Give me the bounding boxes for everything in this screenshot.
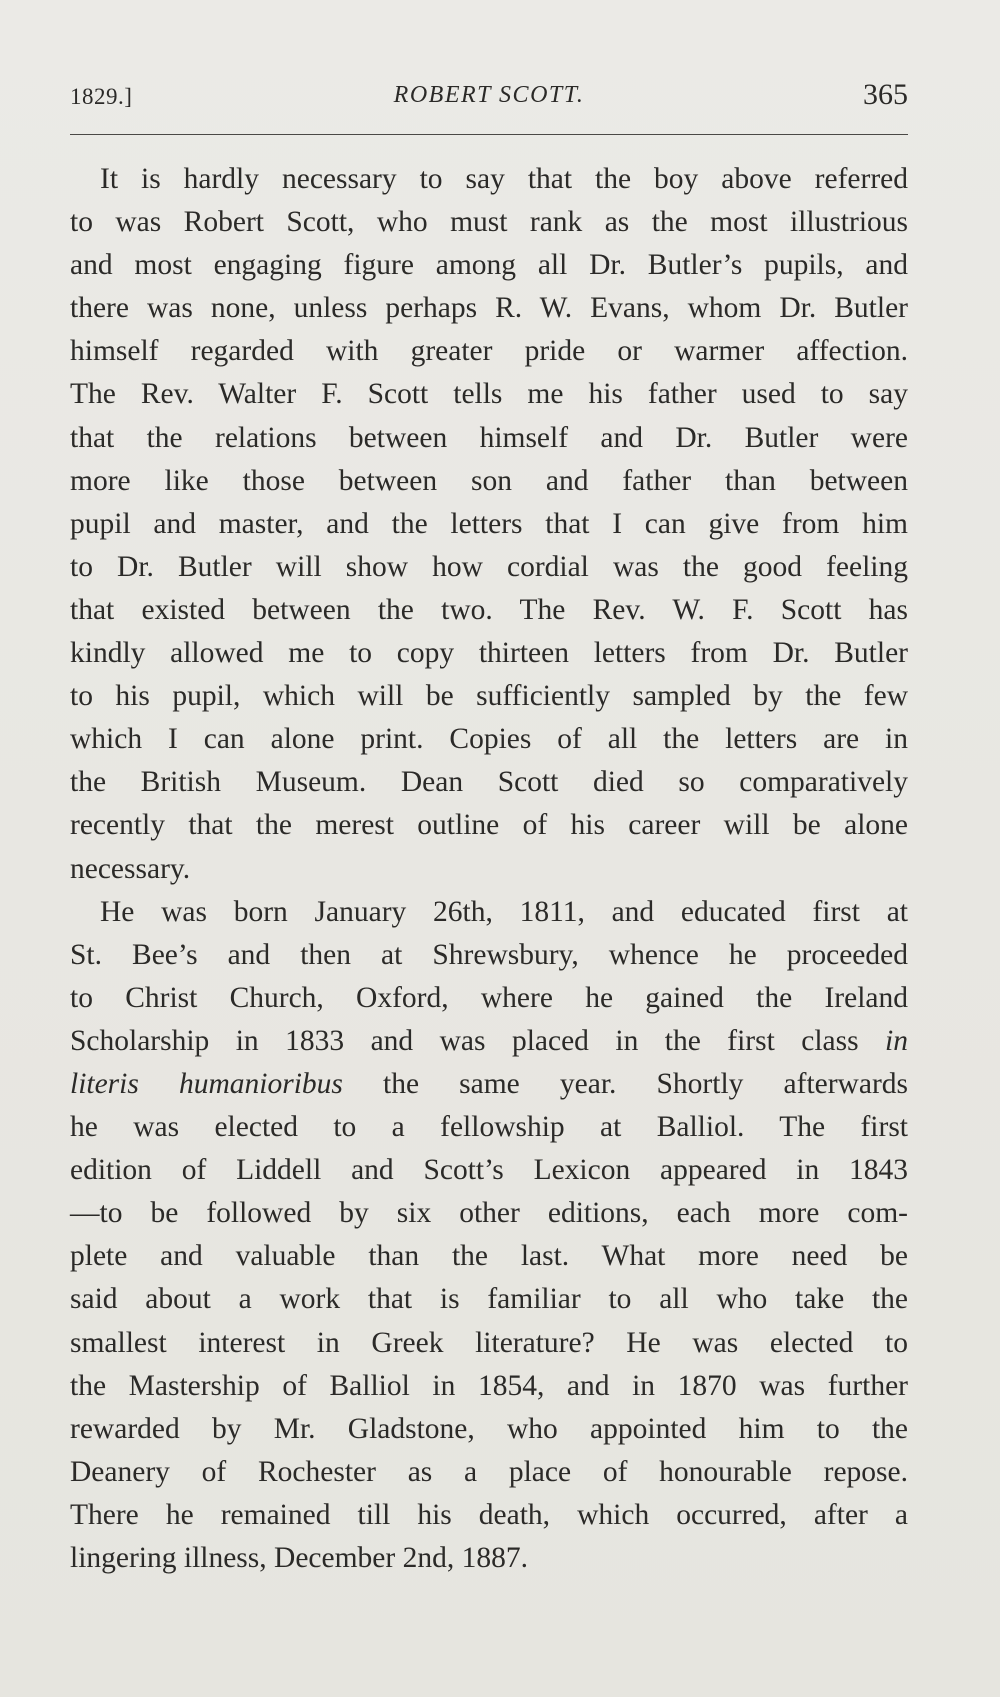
paragraph-1-line: kindly allowed me to copy thirteen letters from Dr. Butler bbox=[70, 637, 908, 670]
body-text bbox=[70, 158, 908, 1580]
paragraph-2-line: lingering illness, December 2nd, 1887. bbox=[70, 1542, 528, 1574]
paragraph-1-line: and most engaging figure among all Dr. Butler’s pupils, and bbox=[70, 249, 908, 282]
paragraph-1-line: the British Museum. Dean Scott died so comparatively bbox=[70, 766, 908, 799]
paragraph-2-line: He was born January 26th, 1811, and educated first at bbox=[100, 895, 908, 928]
paragraph-1-line: to Dr. Butler will show how cordial was the good feeling bbox=[70, 550, 908, 583]
paragraph-2-line: —to be followed by six other editions, each more com- bbox=[70, 1197, 908, 1230]
italic-phrase: literis humanioribus bbox=[70, 1067, 343, 1100]
paragraph-2-line bbox=[70, 1020, 908, 1063]
paragraph-1-line: necessary. bbox=[70, 852, 191, 885]
running-head-date: 1829.] bbox=[70, 84, 133, 109]
paragraph-2-line: smallest interest in Greek literature? He was elected to bbox=[70, 1326, 908, 1359]
page-number: 365 bbox=[863, 78, 908, 111]
running-head bbox=[70, 78, 908, 118]
paragraph-2-line: St. Bee’s and then at Shrewsbury, whence he proceeded bbox=[70, 938, 908, 971]
paragraph-1-line: It is hardly necessary to say that the boy above referred bbox=[100, 163, 908, 195]
paragraph-1-line: The Rev. Walter F. Scott tells me his father used to say bbox=[70, 378, 908, 411]
paragraph-1-line: which I can alone print. Copies of all the letters are in bbox=[70, 723, 908, 756]
paragraph-1-line: that existed between the two. The Rev. W. F. Scott has bbox=[70, 593, 908, 626]
italic-phrase: in bbox=[885, 1024, 908, 1057]
running-head-title: ROBERT SCOTT. bbox=[393, 82, 585, 108]
paragraph-1-line: there was none, unless perhaps R. W. Evans, whom Dr. Butler bbox=[70, 292, 908, 325]
paragraph-2-line: rewarded by Mr. Gladstone, who appointed him to the bbox=[70, 1412, 908, 1445]
paragraph-2-line: Deanery of Rochester as a place of honourable repose. bbox=[70, 1455, 908, 1488]
paragraph-2-line: edition of Liddell and Scott’s Lexicon appeared in 1843 bbox=[70, 1154, 908, 1187]
paragraph-2-line: the Mastership of Balliol in 1854, and in 1870 was further bbox=[70, 1369, 908, 1402]
paragraph-1-line: more like those between son and father than between bbox=[70, 464, 908, 497]
paragraph-2-line: he was elected to a fellowship at Balliol. The first bbox=[70, 1111, 908, 1144]
paragraph-2-line: There he remained till his death, which occurred, after a bbox=[70, 1498, 908, 1531]
paragraph-2-text: the same year. Shortly afterwards bbox=[383, 1067, 909, 1100]
paragraph-1-line: pupil and master, and the letters that I can give from him bbox=[70, 507, 908, 540]
paragraph-2-line: said about a work that is familiar to all who take the bbox=[70, 1283, 908, 1316]
paragraph-1-line: that the relations between himself and Dr. Butler were bbox=[70, 421, 908, 454]
paragraph-1-line: to his pupil, which will be sufficiently sampled by the few bbox=[70, 680, 908, 713]
paragraph-1-line: himself regarded with greater pride or warmer affection. bbox=[70, 335, 908, 368]
header-rule bbox=[70, 134, 908, 135]
paragraph-1-line: recently that the merest outline of his career will be alone bbox=[70, 809, 908, 842]
paragraph-2-line: to Christ Church, Oxford, where he gained the Ireland bbox=[70, 981, 908, 1014]
paragraph-2-line bbox=[70, 1063, 908, 1106]
paragraph-2-line: plete and valuable than the last. What more need be bbox=[70, 1240, 908, 1273]
paragraph-2-text: Scholarship in 1833 and was placed in the first class bbox=[70, 1024, 859, 1057]
paragraph-1-line: to was Robert Scott, who must rank as the most illustrious bbox=[70, 206, 908, 239]
